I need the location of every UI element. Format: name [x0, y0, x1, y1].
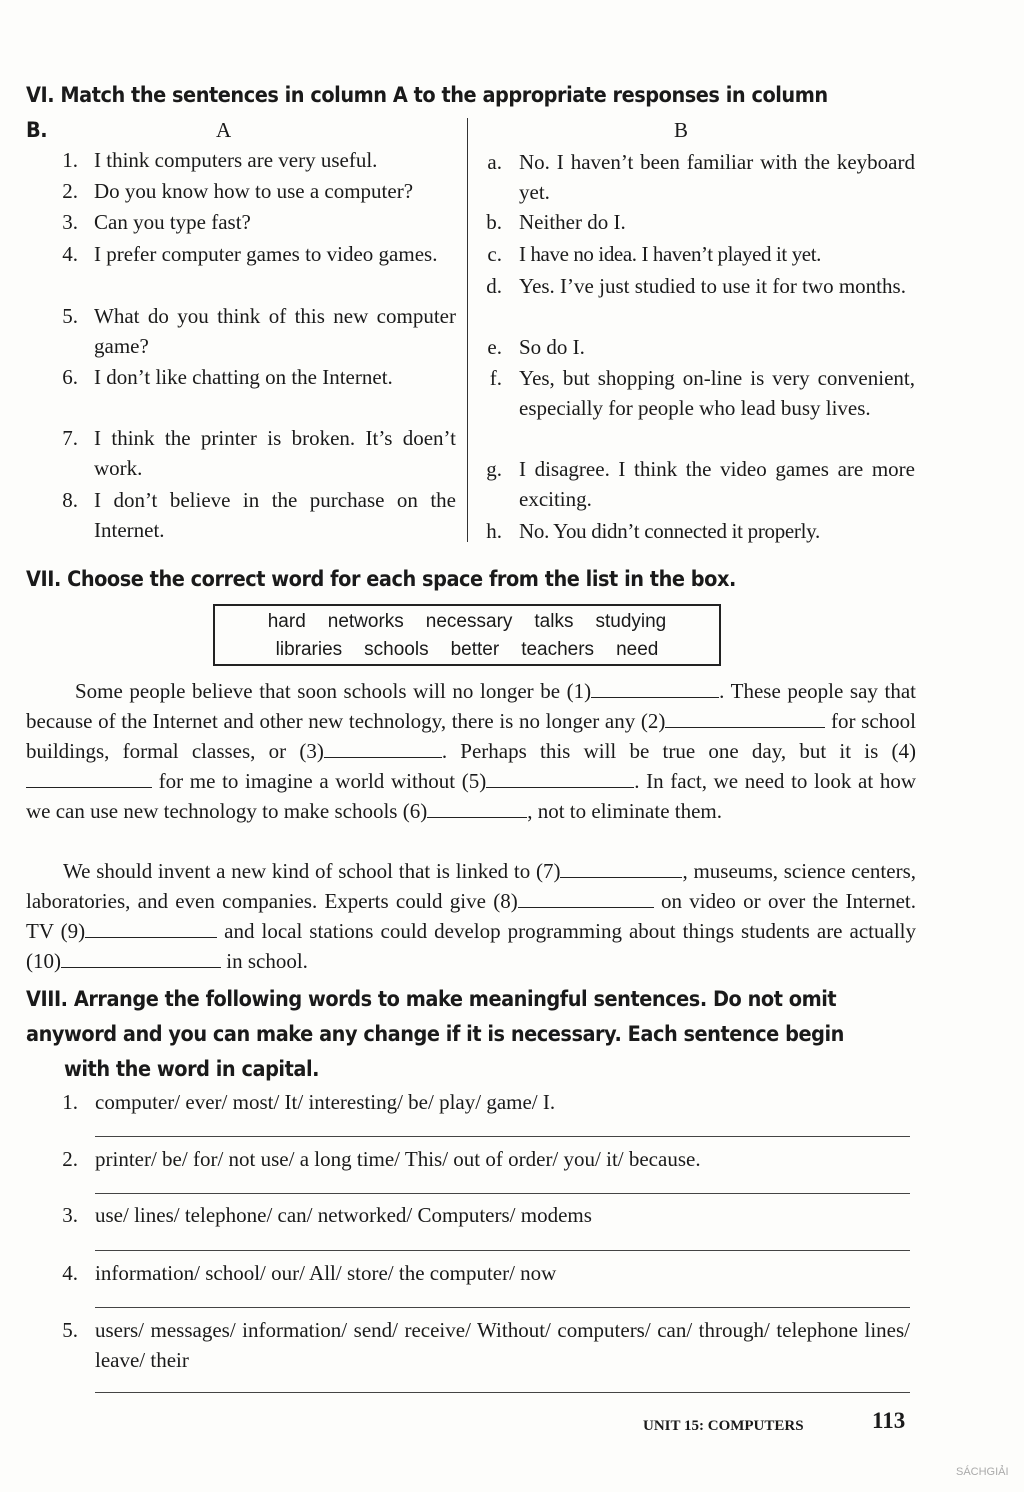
word-option: talks: [534, 611, 574, 632]
answer-line[interactable]: [95, 1392, 910, 1393]
a-item-number: 1.: [62, 148, 78, 172]
word-box: [213, 604, 721, 666]
blank-8[interactable]: [518, 889, 654, 908]
word-option: studying: [595, 611, 667, 632]
a-item-number: 6.: [62, 365, 78, 389]
word-box-row: [215, 636, 719, 664]
passage-paragraph-1: [26, 676, 916, 826]
b-item-text: No. I haven’t been familiar with the keyboard yet.: [519, 150, 915, 204]
watermark-logo: SÁCHGIẢI: [956, 1466, 1009, 1478]
passage-text: . Perhaps this will be true one day, but it is (4): [441, 739, 916, 763]
a-item-number: 4.: [62, 242, 78, 266]
word-option: libraries: [275, 639, 343, 660]
passage-text: in school.: [221, 949, 308, 973]
a-item-text: I think computers are very useful.: [94, 148, 378, 172]
b-item-text: So do I.: [519, 335, 585, 359]
passage-text: We should invent a new kind of school that is linked to (7): [63, 859, 561, 883]
column-b-header: B: [674, 118, 689, 142]
arrange-item-number: 5.: [62, 1318, 78, 1342]
blank-6[interactable]: [427, 799, 527, 818]
blank-1[interactable]: [591, 679, 719, 698]
arrange-item-prompt: computer/ ever/ most/ It/ interesting/ be/ play/ game/ I.: [95, 1090, 556, 1114]
page-number: 113: [872, 1408, 906, 1433]
word-option: schools: [364, 639, 429, 660]
a-item-number: 8.: [62, 488, 78, 512]
b-item-text: Yes, but shopping on-line is very convenient, especially for people who lead busy lives.: [519, 366, 915, 420]
word-option: necessary: [425, 611, 513, 632]
a-item-number: 5.: [62, 304, 78, 328]
word-option: need: [616, 639, 659, 660]
arrange-item-number: 3.: [62, 1203, 78, 1227]
column-divider: [467, 118, 468, 542]
arrange-item-prompt: use/ lines/ telephone/ can/ networked/ Computers/ modems: [95, 1203, 592, 1227]
column-a-header: A: [216, 118, 232, 142]
blank-5[interactable]: [486, 769, 634, 788]
b-item-letter: e.: [487, 335, 502, 359]
section-7-title: VII. Choose the correct word for each space from the list in the box.: [26, 567, 736, 591]
answer-line[interactable]: [95, 1193, 910, 1194]
word-option: teachers: [521, 639, 595, 660]
arrange-item-number: 4.: [62, 1261, 78, 1285]
b-item-letter: c.: [487, 242, 502, 266]
a-item-text: Can you type fast?: [94, 210, 251, 234]
passage-text: . In fact, we need to look at how we can use new technology to make schools (6): [26, 769, 916, 823]
blank-4[interactable]: [26, 769, 152, 788]
a-item-text: I don’t like chatting on the Internet.: [94, 365, 393, 389]
passage-text: Some people believe that soon schools will no longer be (1): [75, 679, 592, 703]
answer-line[interactable]: [95, 1136, 910, 1137]
a-item-text: What do you think of this new computer game?: [94, 304, 456, 358]
a-item-text: I think the printer is broken. It’s doen’t work.: [94, 426, 456, 480]
word-option: better: [450, 639, 500, 660]
a-item-text: I don’t believe in the purchase on the Internet.: [94, 488, 456, 542]
arrange-item-number: 1.: [62, 1090, 78, 1114]
b-item-text: I disagree. I think the video games are more exciting.: [519, 457, 915, 511]
a-item-text: I prefer computer games to video games.: [94, 242, 438, 266]
section-8-title-cont: with the word in capital.: [64, 1057, 319, 1081]
answer-line[interactable]: [95, 1307, 910, 1308]
b-item-text: Neither do I.: [519, 210, 626, 234]
unit-footer: UNIT 15: COMPUTERS: [643, 1418, 804, 1434]
arrange-item-prompt: printer/ be/ for/ not use/ a long time/ This/ out of order/ you/ it/ because.: [95, 1147, 701, 1171]
passage-text: , not to eliminate them.: [527, 799, 723, 823]
passage-paragraph-2: [26, 856, 916, 976]
blank-3[interactable]: [324, 739, 442, 758]
b-item-text: I have no idea. I haven’t played it yet.: [519, 242, 821, 266]
b-item-text: No. You didn’t connected it properly.: [519, 519, 820, 543]
b-item-letter: d.: [486, 274, 502, 298]
section-8-title: VIII. Arrange the following words to make meaningful sentences. Do not omit any: [26, 987, 837, 1046]
section-6-title: VI. Match the sentences in column A to the appropriate responses in column B.: [26, 83, 828, 142]
blank-2[interactable]: [665, 709, 825, 728]
blank-9[interactable]: [85, 919, 217, 938]
passage-text: , museums, science centers, laboratories, and even companies. Experts could give (8): [26, 859, 916, 913]
passage-text: . These people say that because of the Internet and other new technology, there is no longer any (2): [26, 679, 916, 733]
a-item-number: 3.: [62, 210, 78, 234]
passage-text: for me to imagine a world without (5): [152, 769, 487, 793]
a-item-number: 7.: [62, 426, 78, 450]
arrange-item-prompt: information/ school/ our/ All/ store/ the computer/ now: [95, 1261, 557, 1285]
arrange-item-number: 2.: [62, 1147, 78, 1171]
arrange-item-prompt: users/ messages/ information/ send/ receive/ Without/ computers/ can/ through/ telephone lines/ leave/ their: [95, 1318, 910, 1372]
passage-text: and local stations could develop programming about things students are actually (10): [26, 919, 916, 973]
a-item-number: 2.: [62, 179, 78, 203]
word-box-row: [215, 608, 719, 636]
b-item-letter: h.: [486, 519, 502, 543]
b-item-text: Yes. I’ve just studied to use it for two months.: [519, 274, 906, 298]
blank-7[interactable]: [560, 859, 682, 878]
blank-10[interactable]: [61, 949, 221, 968]
passage-text: for school buildings, formal classes, or (3): [26, 709, 916, 763]
word-option: hard: [267, 611, 306, 632]
b-item-letter: b.: [486, 210, 502, 234]
b-item-letter: f.: [489, 366, 502, 390]
section-8-title-cont: word and you can make any change if it is necessary. Each sentence begin: [64, 1022, 844, 1046]
answer-line[interactable]: [95, 1250, 910, 1251]
passage-text: on video or over the Internet. TV (9): [26, 889, 916, 943]
word-option: networks: [327, 611, 404, 632]
b-item-letter: a.: [487, 150, 502, 174]
b-item-letter: g.: [486, 457, 502, 481]
a-item-text: Do you know how to use a computer?: [94, 179, 414, 203]
